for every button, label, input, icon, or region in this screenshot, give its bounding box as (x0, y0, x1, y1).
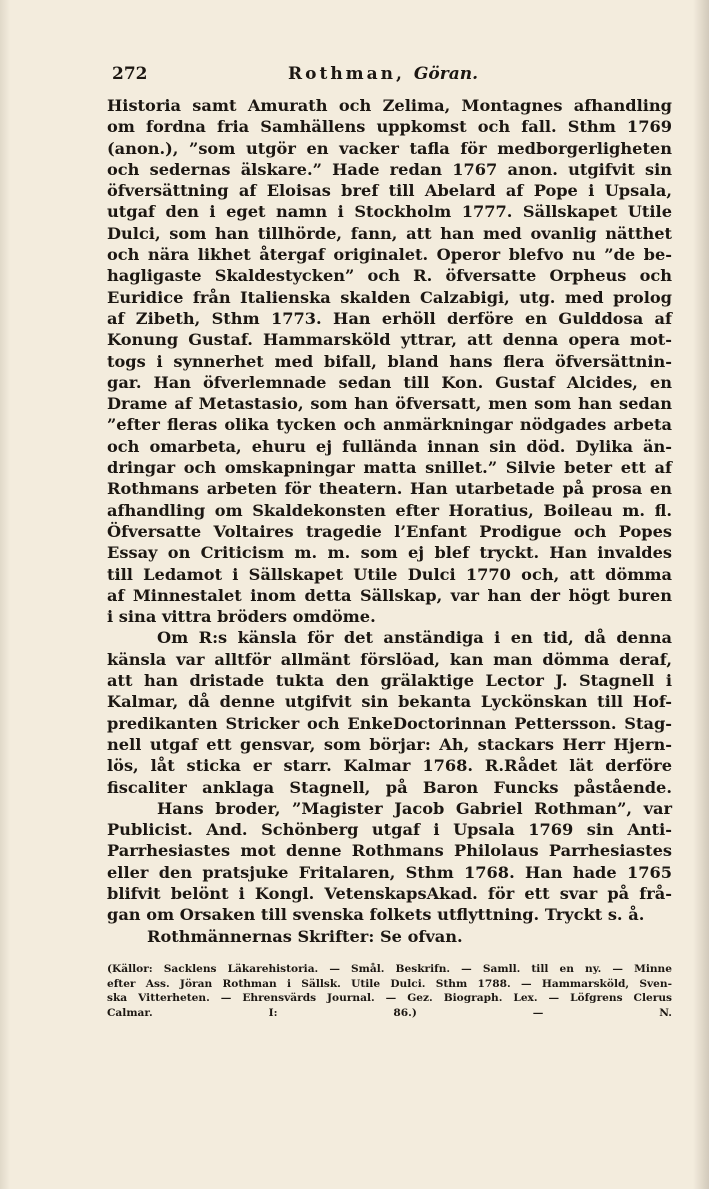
page-edge-left (0, 0, 10, 1189)
source-line: Calmar. I: 86.) — N. (107, 1006, 672, 1019)
body-line: togs i synnerhet med bifall, bland hans flera öfversättnin- (107, 351, 672, 371)
body-line: gan om Orsaken till svenska folkets utflyttning. Tryckt s. å. (107, 905, 645, 925)
body-line: öfversättning af Eloisas bref till Abelard af Pope i Upsala, (107, 181, 672, 201)
body-text (107, 95, 672, 947)
body-line: nell utgaf ett gensvar, som börjar: Ah, stackars Herr Hjern- (107, 734, 672, 754)
body-line: Om R:s känsla för det anständiga i en tid, då denna (157, 628, 672, 648)
body-line: dringar och omskapningar matta snillet.” Silvie beter ett af (107, 458, 672, 478)
title-surname: Rothman, (288, 64, 405, 84)
body-line: gar. Han öfverlemnade sedan till Kon. Gustaf Alcides, en (107, 372, 672, 392)
body-line: Kalmar, då denne utgifvit sin bekanta Lyckönskan till Hof- (107, 692, 672, 712)
body-line: om fordna fria Samhällens uppkomst och fall. Sthm 1769 (107, 117, 672, 137)
body-line: ”efter fleras olika tycken och anmärkningar nödgades arbeta (107, 415, 672, 435)
sources-footnote (107, 962, 672, 1020)
body-line: af Zibeth, Sthm 1773. Han erhöll derföre en Gulddosa af (107, 308, 672, 328)
body-line: (anon.), ”som utgör en vacker tafla för medborgerligheten (107, 138, 672, 158)
body-line: Konung Gustaf. Hammarsköld yttrar, att denna opera mot- (107, 330, 672, 350)
source-line: efter Ass. Jöran Rothman i Sällsk. Utile Dulci. Sthm 1788. — Hammarsköld, Sven- (107, 977, 672, 990)
body-line: Rothmännernas Skrifter: Se ofvan. (147, 926, 463, 946)
body-line: och nära likhet återgaf originalet. Operor blefvo nu ”de be- (107, 245, 672, 265)
body-line: utgaf den i eget namn i Stockholm 1777. Sällskapet Utile (107, 202, 672, 222)
body-line: Essay on Criticism m. m. som ej blef tryckt. Han invaldes (107, 543, 672, 563)
body-line: hagligaste Skaldestycken” och R. öfversatte Orpheus och (107, 266, 672, 286)
body-line: till Ledamot i Sällskapet Utile Dulci 1770 och, att dömma (107, 564, 672, 584)
body-line: Parrhesiastes mot denne Rothmans Philolaus Parrhesiastes (107, 841, 672, 861)
title-forename: Göran. (413, 64, 478, 84)
running-header (112, 64, 672, 88)
running-title (288, 64, 478, 84)
body-line: lös, låt sticka er starr. Kalmar 1768. R.Rådet lät derföre (107, 756, 672, 776)
body-line: Hans broder, ”Magister Jacob Gabriel Rothman”, var (157, 798, 672, 818)
body-line: blifvit belönt i Kongl. VetenskapsAkad. för ett svar på frå- (107, 883, 672, 903)
body-line: Historia samt Amurath och Zelima, Montagnes afhandling (107, 96, 672, 115)
body-line: Euridice från Italienska skalden Calzabigi, utg. med prolog (107, 287, 672, 307)
body-line: af Minnestalet inom detta Sällskap, var han der högt buren (107, 585, 672, 605)
source-line: ska Vitterheten. — Ehrensvärds Journal. — Gez. Biograph. Lex. — Löfgrens Clerus (107, 992, 672, 1004)
body-line: Publicist. And. Schönberg utgaf i Upsala 1769 sin Anti- (107, 820, 672, 840)
body-line: Drame af Metastasio, som han öfversatt, men som han sedan (107, 394, 672, 414)
body-line: eller den pratsjuke Fritalaren, Sthm 1768. Han hade 1765 (107, 862, 672, 882)
source-line: (Källor: Sacklens Läkarehistoria. — Smål. Beskrifn. — Samll. till en ny. — Minne (107, 963, 672, 975)
body-line: afhandling om Skaldekonsten efter Horatius, Boileau m. fl. (107, 500, 672, 520)
body-line: fiscaliter anklaga Stagnell, på Baron Funcks påstående. (107, 777, 672, 797)
body-line: Rothmans arbeten för theatern. Han utarbetade på prosa en (107, 479, 672, 499)
body-line: att han dristade tukta den grälaktige Lector J. Stagnell i (107, 671, 672, 691)
body-line: och sedernas älskare.” Hade redan 1767 anon. utgifvit sin (107, 159, 672, 179)
body-line: Dulci, som han tillhörde, fann, att han med ovanlig nätthet (107, 223, 672, 243)
page-edge-right (693, 0, 709, 1189)
body-line: Öfversatte Voltaires tragedie l’Enfant Prodigue och Popes (107, 521, 672, 541)
body-line: och omarbeta, ehuru ej fullända innan sin död. Dylika än- (107, 436, 672, 456)
body-line: predikanten Stricker och EnkeDoctorinnan Pettersson. Stag- (107, 713, 672, 733)
body-line: i sina vittra bröders omdöme. (107, 607, 376, 627)
page-number: 272 (112, 64, 148, 84)
body-line: känsla var alltför allmänt förslöad, kan man dömma deraf, (107, 649, 672, 669)
